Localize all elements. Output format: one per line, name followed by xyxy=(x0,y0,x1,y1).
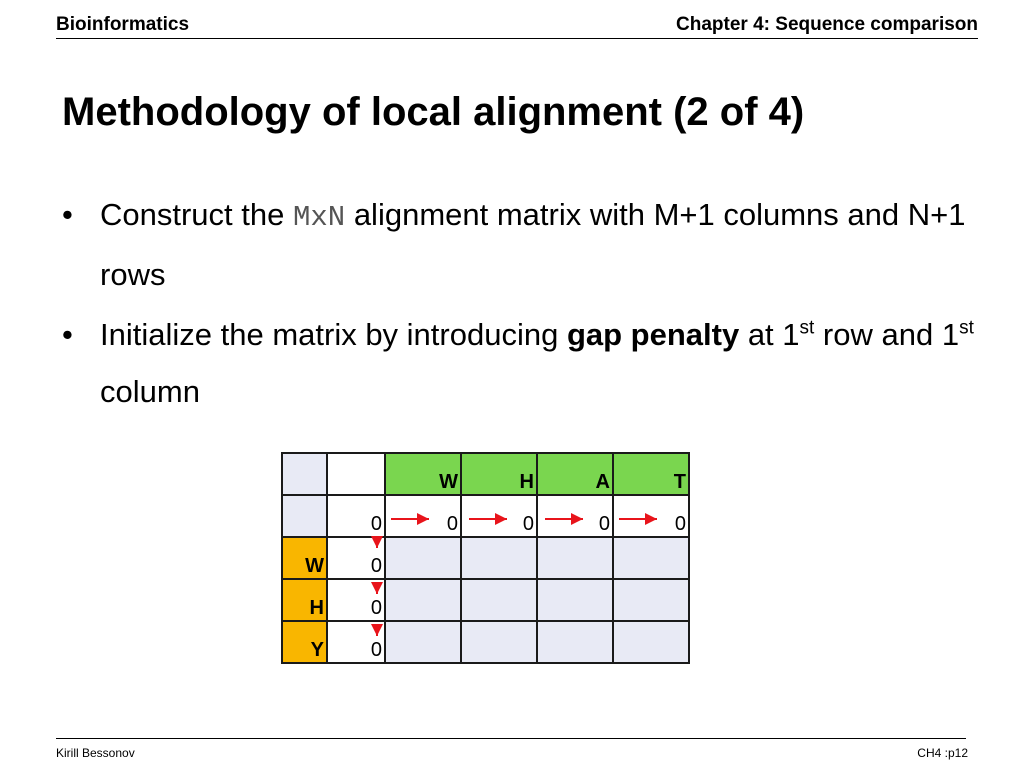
matrix-corner-cell xyxy=(282,453,327,495)
col-header-cell: T xyxy=(613,453,689,495)
matrix-cell xyxy=(537,621,613,663)
gap-score-cell: 0 xyxy=(537,495,613,537)
bullet-text: column xyxy=(100,374,200,409)
bullet-superscript: st xyxy=(799,317,815,339)
row-header-cell: W xyxy=(282,537,327,579)
gap-score-cell: 0 xyxy=(613,495,689,537)
gap-score-cell: 0 xyxy=(461,495,537,537)
matrix-cell xyxy=(613,579,689,621)
slide-header xyxy=(56,14,978,39)
row-header-cell: H xyxy=(282,579,327,621)
bullet-text: row and 1 xyxy=(814,317,960,352)
matrix-cell xyxy=(537,537,613,579)
col-header-cell: A xyxy=(537,453,613,495)
bullet-superscript: st xyxy=(959,317,974,339)
bullet-bold-term: gap penalty xyxy=(566,317,740,352)
matrix-cell xyxy=(461,537,537,579)
footer-page-number: CH4 :p12 xyxy=(917,746,968,760)
gap-score-cell: 0 xyxy=(327,579,385,621)
row-header-cell: Y xyxy=(282,621,327,663)
footer-author: Kirill Bessonov xyxy=(56,746,135,760)
matrix-row-gap xyxy=(282,495,689,537)
bullet-construct-matrix xyxy=(62,186,982,303)
matrix-cell xyxy=(461,579,537,621)
matrix-cell xyxy=(613,621,689,663)
matrix-cell xyxy=(385,621,461,663)
footer-divider xyxy=(56,738,966,739)
alignment-matrix xyxy=(281,452,690,664)
matrix-cell xyxy=(461,621,537,663)
bullet-initialize-matrix xyxy=(62,306,982,420)
col-header-cell: H xyxy=(461,453,537,495)
matrix-row xyxy=(282,579,689,621)
bullet-text: alignment matrix with M+1 columns and N+1 rows xyxy=(100,197,966,292)
bullet-marker: • xyxy=(62,317,73,352)
bullet-code: MxN xyxy=(292,201,346,234)
bullet-marker: • xyxy=(62,197,73,232)
gap-score-cell: 0 xyxy=(385,495,461,537)
matrix-cell xyxy=(385,537,461,579)
bullet-text: at 1 xyxy=(739,317,800,352)
bullet-text: Initialize the matrix by introducing xyxy=(100,317,567,352)
col-header-cell: W xyxy=(385,453,461,495)
matrix-cell xyxy=(537,579,613,621)
matrix-table xyxy=(281,452,690,664)
bullet-list xyxy=(62,186,982,423)
gap-score-cell: 0 xyxy=(327,495,385,537)
matrix-empty-cell xyxy=(282,495,327,537)
header-chapter: Chapter 4: Sequence comparison xyxy=(676,14,978,35)
header-course: Bioinformatics xyxy=(56,14,190,35)
matrix-cell xyxy=(613,537,689,579)
matrix-row xyxy=(282,621,689,663)
bullet-text: Construct the xyxy=(100,197,293,232)
matrix-row-header xyxy=(282,453,689,495)
matrix-cell xyxy=(385,579,461,621)
gap-score-cell: 0 xyxy=(327,537,385,579)
gap-score-cell: 0 xyxy=(327,621,385,663)
matrix-corner-cell xyxy=(327,453,385,495)
slide-title: Methodology of local alignment (2 of 4) xyxy=(62,90,805,134)
matrix-row xyxy=(282,537,689,579)
